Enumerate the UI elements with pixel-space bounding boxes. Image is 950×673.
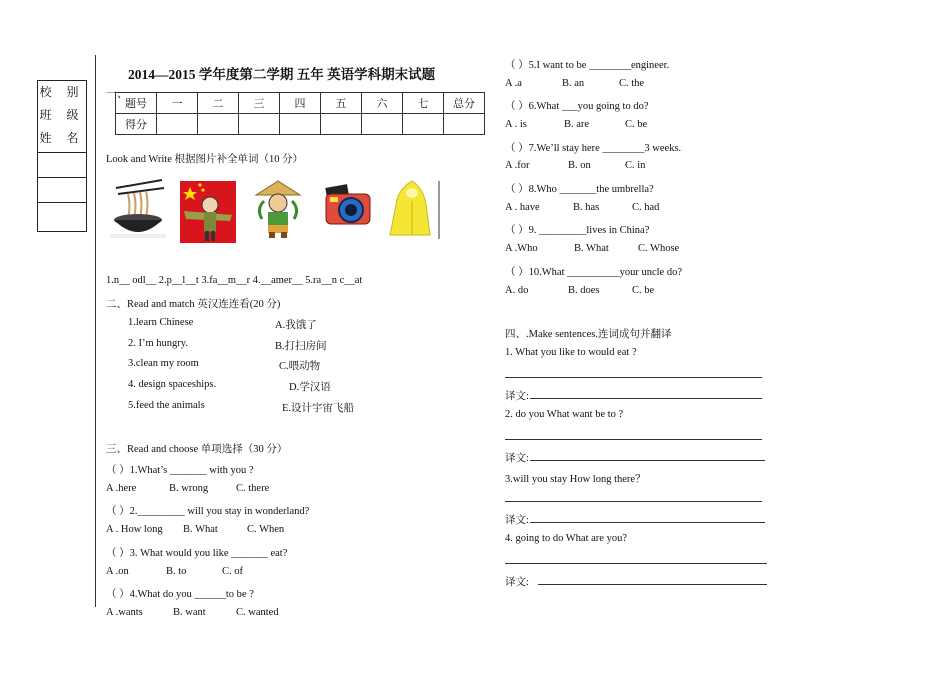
option-a[interactable]: A .a bbox=[505, 78, 522, 89]
option-c[interactable]: C. Whose bbox=[638, 243, 680, 254]
option-a[interactable]: A .here bbox=[106, 483, 137, 494]
question-text: （ ）10.What __________your uncle do? bbox=[505, 267, 683, 278]
answer-line[interactable] bbox=[505, 563, 767, 564]
option-a[interactable]: A. do bbox=[505, 285, 529, 296]
score-header-cell: 三 bbox=[239, 93, 280, 114]
class-label: 班 级 bbox=[39, 108, 85, 122]
farmer-picture bbox=[252, 179, 304, 239]
option-b[interactable]: B. does bbox=[568, 285, 600, 296]
sentence-words: 1. What you like to would eat ? bbox=[505, 347, 637, 358]
school-label: 校 别 bbox=[39, 85, 85, 99]
option-a[interactable]: A . have bbox=[505, 202, 540, 213]
score-header-cell: 四 bbox=[280, 93, 321, 114]
student-info-box bbox=[37, 80, 87, 232]
translation-line[interactable] bbox=[530, 398, 762, 399]
question-text: （ ）6.What ___you going to do? bbox=[505, 101, 649, 112]
option-b[interactable]: B. an bbox=[562, 78, 585, 89]
option-c[interactable]: C. of bbox=[222, 566, 243, 577]
sentence-words: 4. going to do What are you? bbox=[505, 533, 627, 544]
score-cell[interactable] bbox=[280, 114, 321, 135]
option-a[interactable]: A . How long bbox=[106, 524, 163, 535]
option-b[interactable]: B. want bbox=[173, 607, 206, 618]
name-field[interactable] bbox=[38, 203, 86, 227]
match-right-item: A.我饿了 bbox=[275, 320, 317, 331]
option-b[interactable]: B. to bbox=[166, 566, 187, 577]
binding-line bbox=[95, 55, 96, 607]
option-b[interactable]: B. What bbox=[183, 524, 218, 535]
option-c[interactable]: C. wanted bbox=[236, 607, 279, 618]
translation-label: 译文: bbox=[505, 453, 529, 464]
pilot-picture bbox=[180, 181, 236, 243]
answer-line[interactable] bbox=[505, 439, 762, 440]
question-text: （ ）1.What’s _______ with you ? bbox=[106, 465, 254, 476]
sentence-words: 2. do you What want be to ? bbox=[505, 409, 624, 420]
look-write-heading: Look and Write 根据图片补全单词（10 分） bbox=[106, 154, 304, 165]
name-label: 姓 名 bbox=[39, 131, 85, 145]
section1-prefix: 一、 bbox=[106, 88, 128, 100]
score-cell[interactable] bbox=[239, 114, 280, 135]
raincoat-picture bbox=[388, 179, 444, 241]
answer-line[interactable] bbox=[505, 377, 762, 378]
read-match-heading: 二、Read and match 英汉连连看(20 分) bbox=[106, 299, 281, 310]
score-header-cell: 题号 bbox=[116, 93, 157, 114]
score-table bbox=[115, 92, 485, 135]
school-field[interactable] bbox=[38, 153, 86, 178]
question-text: （ ）2._________ will you stay in wonderland? bbox=[106, 506, 310, 517]
match-left-item: 3.clean my room bbox=[128, 358, 199, 369]
score-cell[interactable] bbox=[198, 114, 239, 135]
option-b[interactable]: B. has bbox=[573, 202, 600, 213]
option-c[interactable]: C. there bbox=[236, 483, 270, 494]
option-c[interactable]: C. be bbox=[625, 119, 648, 130]
score-header-cell: 总分 bbox=[444, 93, 485, 114]
option-b[interactable]: B. What bbox=[574, 243, 609, 254]
match-right-item: C.喂动物 bbox=[279, 361, 321, 372]
score-header-cell: 一 bbox=[157, 93, 198, 114]
match-left-item: 2. I’m hungry. bbox=[128, 338, 188, 349]
translation-label: 译文: bbox=[505, 577, 529, 588]
match-left-item: 1.learn Chinese bbox=[128, 317, 194, 328]
score-header-cell: 二 bbox=[198, 93, 239, 114]
make-sentences-heading: 四、.Make sentences.连词成句并翻译 bbox=[505, 329, 672, 340]
sentence-words: 3.will you stay How long there？ bbox=[505, 474, 646, 485]
score-header-row bbox=[116, 93, 485, 114]
read-choose-heading: 三、Read and choose 单项选择（30 分） bbox=[106, 444, 288, 455]
option-c[interactable]: C. be bbox=[632, 285, 655, 296]
option-c[interactable]: C. When bbox=[247, 524, 285, 535]
look-write-words: 1.n__ odl__ 2.p__l__t 3.fa__m__r 4.__amer__ 5.ra__n c__at bbox=[106, 275, 363, 286]
score-cell[interactable] bbox=[403, 114, 444, 135]
option-a[interactable]: A . is bbox=[505, 119, 527, 130]
option-b[interactable]: B. on bbox=[568, 160, 591, 171]
option-c[interactable]: C. in bbox=[625, 160, 646, 171]
translation-line[interactable] bbox=[530, 522, 765, 523]
translation-line[interactable] bbox=[530, 460, 765, 461]
score-header-cell: 五 bbox=[321, 93, 362, 114]
score-cell[interactable] bbox=[321, 114, 362, 135]
translation-line[interactable] bbox=[538, 584, 767, 585]
question-text: （ ）5.I want to be ________engineer. bbox=[505, 60, 670, 71]
match-right-item: D.学汉语 bbox=[289, 382, 331, 393]
option-b[interactable]: B. wrong bbox=[169, 483, 209, 494]
info-labels bbox=[38, 81, 86, 153]
translation-label: 译文: bbox=[505, 391, 529, 402]
noodles-picture bbox=[108, 178, 166, 240]
question-text: （ ）8.Who _______the umbrella? bbox=[505, 184, 654, 195]
question-text: （ ）4.What do you ______to be ? bbox=[106, 589, 254, 600]
match-right-item: B.打扫房间 bbox=[275, 341, 327, 352]
match-left-item: 4. design spaceships. bbox=[128, 379, 217, 390]
score-cell[interactable] bbox=[362, 114, 403, 135]
score-value-row bbox=[116, 114, 485, 135]
class-field[interactable] bbox=[38, 178, 86, 203]
match-right-item: E.设计宇宙飞船 bbox=[282, 403, 355, 414]
score-header-cell: 六 bbox=[362, 93, 403, 114]
score-row-label: 得分 bbox=[116, 114, 157, 135]
option-a[interactable]: A .wants bbox=[106, 607, 143, 618]
option-a[interactable]: A .Who bbox=[505, 243, 538, 254]
question-text: （ ）9. _________lives in China? bbox=[505, 225, 650, 236]
score-header-cell: 七 bbox=[403, 93, 444, 114]
score-cell[interactable] bbox=[157, 114, 198, 135]
option-c[interactable]: C. had bbox=[632, 202, 660, 213]
translation-label: 译文: bbox=[505, 515, 529, 526]
option-a[interactable]: A .for bbox=[505, 160, 530, 171]
camera-picture bbox=[320, 180, 378, 232]
option-a[interactable]: A .on bbox=[106, 566, 129, 577]
match-left-item: 5.feed the animals bbox=[128, 400, 205, 411]
option-b[interactable]: B. are bbox=[564, 119, 590, 130]
answer-line[interactable] bbox=[505, 501, 762, 502]
question-text: （ ）3. What would you like _______ eat? bbox=[106, 548, 288, 559]
page-title: 2014—2015 学年度第二学期 五年 英语学科期末试题 bbox=[128, 67, 436, 82]
question-text: （ ）7.We’ll stay here ________3 weeks. bbox=[505, 143, 682, 154]
option-c[interactable]: C. the bbox=[619, 78, 645, 89]
score-cell[interactable] bbox=[444, 114, 485, 135]
